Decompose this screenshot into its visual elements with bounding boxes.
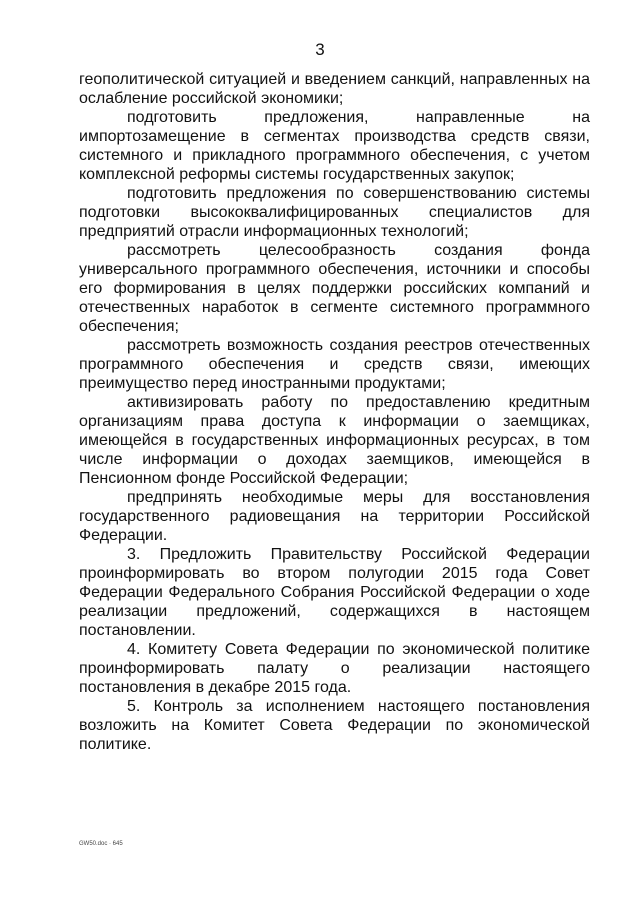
footer-document-code: GW50.doc · 645	[79, 841, 123, 847]
paragraph-import-substitution: подготовить предложения, направленные на импортозамещение в сегментах производства средств связи, системного и прикладного программного обеспечения, с учетом комплексной реформы системы государственных закупок;	[79, 109, 590, 183]
paragraph-radio-broadcasting: предпринять необходимые меры для восстановления государственного радиовещания на территории Российской Федерации.	[79, 489, 590, 544]
paragraph-continuation: геополитической ситуацией и введением санкций, направленных на ослабление российской экономики;	[79, 71, 590, 107]
paragraph-item-4: 4. Комитету Совета Федерации по экономической политике проинформировать палату о реализации настоящего постановления в декабре 2015 года.	[79, 641, 590, 696]
paragraph-registries: рассмотреть возможность создания реестров отечественных программного обеспечения и средств связи, имеющих преимущество перед иностранными продуктами;	[79, 337, 590, 392]
paragraph-item-5: 5. Контроль за исполнением настоящего постановления возложить на Комитет Совета Федерации по экономической политике.	[79, 698, 590, 753]
page-number: 3	[315, 40, 325, 59]
document-body	[79, 70, 590, 754]
paragraph-credit-access: активизировать работу по предоставлению кредитным организациям права доступа к информации о заемщиках, имеющейся в государственных информационных ресурсах, в том числе информации о доходах заемщиков, имеющейся в Пенсионном фонде Российской Федерации;	[79, 394, 590, 487]
paragraph-software-fund: рассмотреть целесообразность создания фонда универсального программного обеспечения, источники и способы его формирования в целях поддержки российских компаний и отечественных наработок в сегменте системного программного обеспечения;	[79, 242, 590, 335]
paragraph-item-3: 3. Предложить Правительству Российской Федерации проинформировать во втором полугодии 2015 года Совет Федерации Федерального Собрания Российской Федерации о ходе реализации предложений, содержащихся в настоящем постановлении.	[79, 546, 590, 639]
paragraph-specialist-training: подготовить предложения по совершенствованию системы подготовки высококвалифицированных специалистов для предприятий отрасли информационных технологий;	[79, 185, 590, 240]
